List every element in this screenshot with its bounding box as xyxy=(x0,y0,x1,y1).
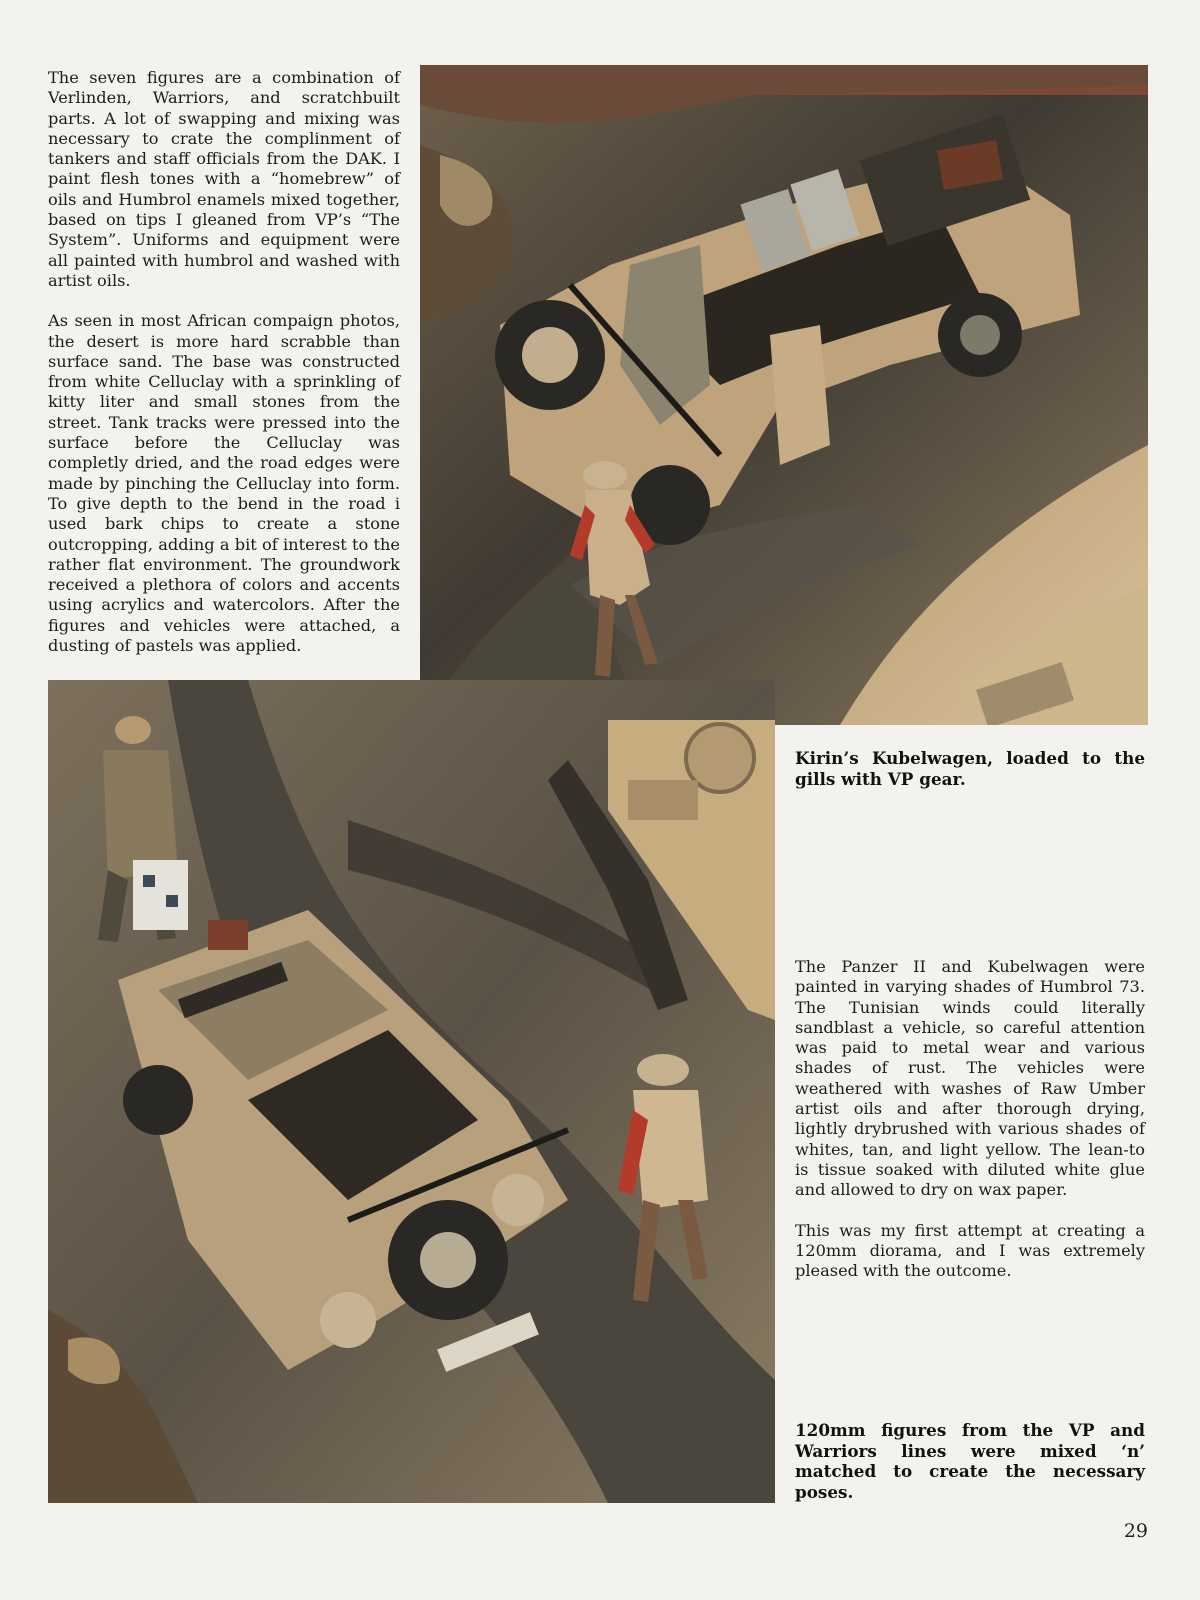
paragraph-outcome: This was my first attempt at creating a 120mm diorama, and I was extremely pleased with the outcome. xyxy=(795,1220,1145,1281)
weathering-text-column xyxy=(795,957,1145,1281)
diorama-overview-photo xyxy=(48,680,775,1503)
paragraph-groundwork: As seen in most African compaign photos, the desert is more hard scrabble than surface sand. The base was constructed from white Celluclay with a sprinkling of kitty liter and small stones from the street. Tank tracks were pressed into the surface before the Celluclay was completly dried, and the road edges were made by pinching the Celluclay into form. To give depth to the bend in the road i used bark chips to create a stone outcropping, adding a bit of interest to the rather flat environment. The groundwork received a plethora of colors and accents using acrylics and watercolors. After the figures and vehicles were attached, a dusting of pastels was applied. xyxy=(48,311,400,656)
intro-text-column xyxy=(48,68,400,656)
paragraph-figures: The seven figures are a combination of Verlinden, Warriors, and scratchbuilt parts. A lot of swapping and mixing was necessary to crate the complinment of tankers and staff officials from the DAK. I paint flesh tones with a “homebrew” of oils and Humbrol enamels mixed together, based on tips I gleaned from VP’s “The System”. Uniforms and equipment were all painted with humbrol and washed with artist oils. xyxy=(48,68,400,290)
caption-bottom: 120mm figures from the VP and Warriors lines were mixed ‘n’ matched to create the necessary poses. xyxy=(795,1420,1145,1502)
caption-top: Kirin’s Kubelwagen, loaded to the gills with VP gear. xyxy=(795,748,1145,789)
page-number: 29 xyxy=(1123,1520,1148,1542)
kubelwagen-top-photo xyxy=(420,65,1148,725)
paragraph-weathering: The Panzer II and Kubelwagen were painted in varying shades of Humbrol 73. The Tunisian winds could literally sandblast a vehicle, so careful attention was paid to metal wear and various shades of rust. The vehicles were weathered with washes of Raw Umber artist oils and after thorough drying, lightly drybrushed with various shades of whites, tan, and light yellow. The lean-to is tissue soaked with diluted white glue and allowed to dry on wax paper. xyxy=(795,957,1145,1200)
